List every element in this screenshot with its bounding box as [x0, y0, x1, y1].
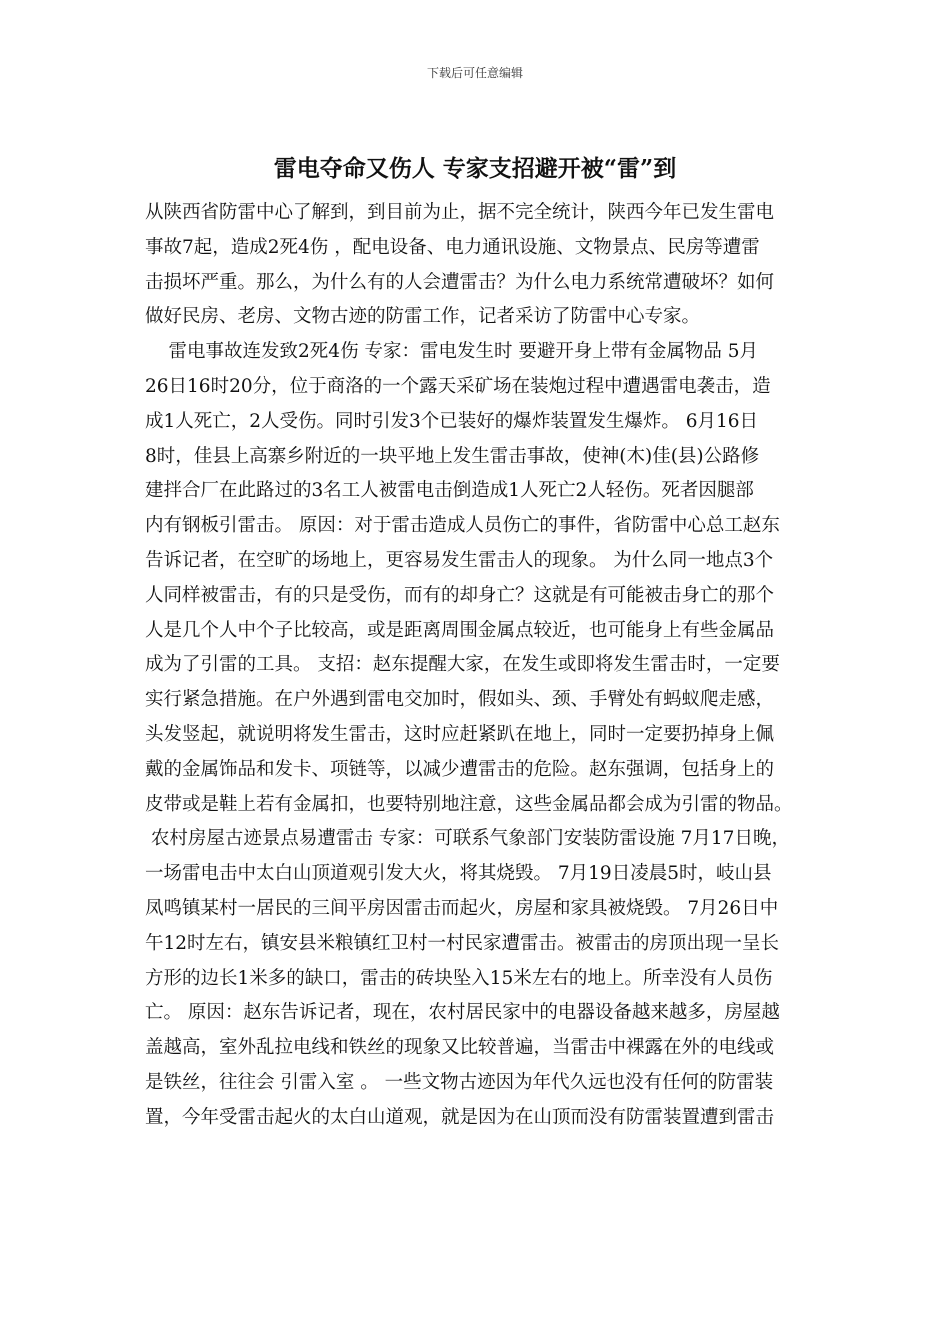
body-line: 人同样被雷击，有的只是受伤，而有的却身亡？这就是有可能被击身亡的那个: [145, 584, 775, 606]
body-line: 凤鸣镇某村一居民的三间平房因雷击而起火，房屋和家具被烧毁。 7月26日中: [145, 897, 779, 919]
body-line: 一场雷电击中太白山顶道观引发大火，将其烧毁。 7月19日凌晨5时，岐山县: [145, 863, 772, 885]
body-line: 雷电事故连发致2死4伤 专家：雷电发生时 要避开身上带有金属物品 5月: [145, 341, 758, 363]
body-line: 午12时左右，镇安县米粮镇红卫村一村民家遭雷击。被雷击的房顶出现一呈长: [145, 932, 780, 954]
body-line: 成为了引雷的工具。 支招：赵东提醒大家，在发生或即将发生雷击时，一定要: [145, 654, 780, 676]
body-line: 方形的边长1米多的缺口，雷击的砖块坠入15米左右的地上。所幸没有人员伤: [145, 967, 773, 989]
body-line: 是铁丝，往往会 引雷入室 。 一些文物古迹因为年代久远也没有任何的防雷装: [145, 1071, 774, 1093]
body-line: 告诉记者，在空旷的场地上，更容易发生雷击人的现象。 为什么同一地点3个: [145, 549, 774, 571]
body-line: 皮带或是鞋上若有金属扣，也要特别地注意，这些金属品都会成为引雷的物品。: [145, 793, 793, 815]
header-note: 下载后可任意编辑: [426, 66, 523, 80]
body-line: 农村房屋古迹景点易遭雷击 专家：可联系气象部门安装防雷设施 7月17日晚，: [145, 828, 790, 850]
document-title: 雷电夺命又伤人 专家支招避开被“雷”到: [273, 155, 677, 182]
body-line: 26日16时20分，位于商洛的一个露天采矿场在装炮过程中遭遇雷电袭击，造: [145, 375, 771, 397]
body-line: 做好民房、老房、文物古迹的防雷工作，记者采访了防雷中心专家。: [145, 306, 701, 328]
body-line: 人是几个人中个子比较高，或是距离周围金属点较近，也可能身上有些金属品: [145, 619, 775, 641]
body-line: 置，今年受雷击起火的太白山道观，就是因为在山顶而没有防雷装置遭到雷击: [145, 1106, 775, 1128]
body-line: 实行紧急措施。在户外遇到雷电交加时，假如头、颈、手臂处有蚂蚁爬走感，: [145, 689, 775, 711]
body-line: 击损坏严重。那么，为什么有的人会遭雷击？为什么电力系统常遭破坏？如何: [145, 271, 775, 293]
body-line: 成1人死亡，2人受伤。同时引发3个已装好的爆炸装置发生爆炸。 6月16日: [145, 410, 759, 432]
body-line: 建拌合厂在此路过的3名工人被雷电击倒造成1人死亡2人轻伤。死者因腿部: [145, 480, 754, 502]
body-line: 亡。 原因：赵东告诉记者，现在，农村居民家中的电器设备越来越多，房屋越: [145, 1002, 780, 1024]
body-line: 内有钢板引雷击。 原因：对于雷击造成人员伤亡的事件，省防雷中心总工赵东: [145, 515, 780, 537]
body-line: 8时，佳县上高寨乡附近的一块平地上发生雷击事故，使神(木)佳(县)公路修: [145, 445, 760, 467]
body-line: 头发竖起，就说明将发生雷击，这时应赶紧趴在地上，同时一定要扔掉身上佩: [145, 723, 775, 745]
body-line: 戴的金属饰品和发卡、项链等，以减少遭雷击的危险。赵东强调，包括身上的: [145, 758, 775, 780]
document-body: [145, 196, 805, 1136]
body-line: 从陕西省防雷中心了解到，到目前为止，据不完全统计，陕西今年已发生雷电: [145, 202, 775, 223]
body-line: 事故7起，造成2死4伤 ，配电设备、电力通讯设施、文物景点、民房等遭雷: [145, 236, 760, 258]
body-line: 盖越高，室外乱拉电线和铁丝的现象又比较普遍，当雷击中裸露在外的电线或: [145, 1037, 775, 1059]
